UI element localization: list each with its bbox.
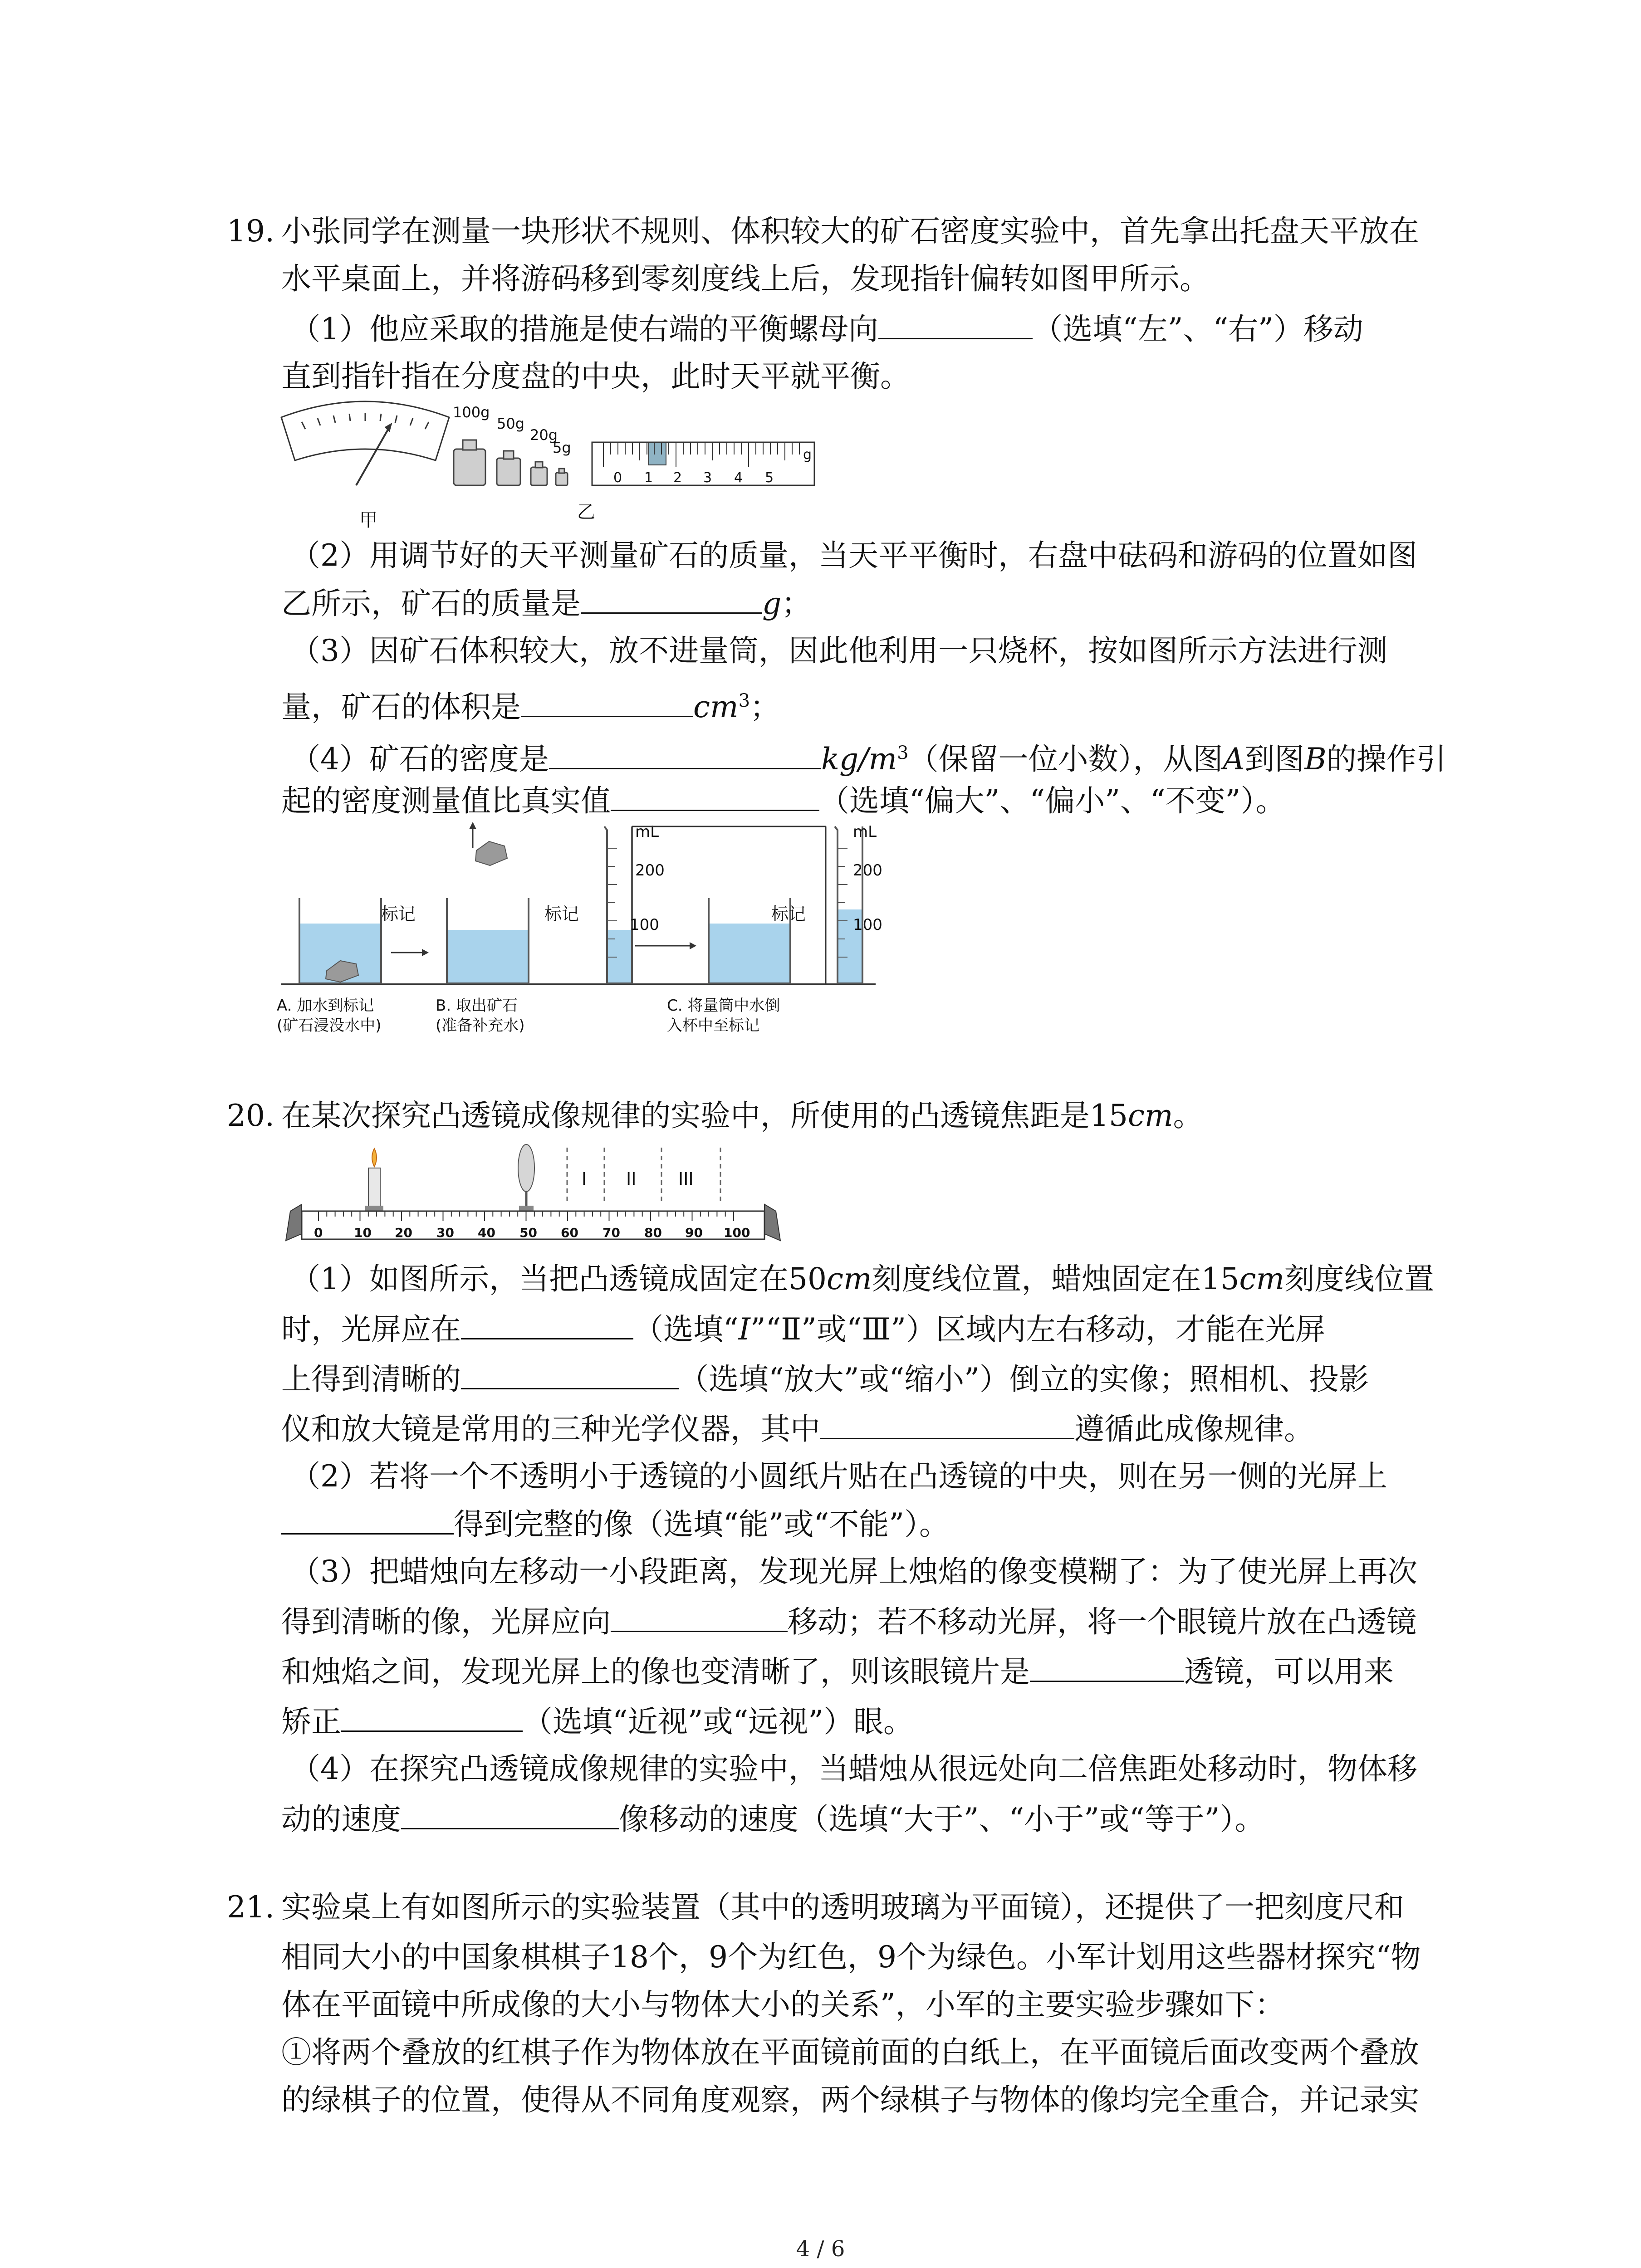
q19-answer-blank-2[interactable] [581,585,762,614]
q20-part4-text1: 动的速度 [281,1802,401,1837]
ml-label-2: mL [853,823,877,841]
beaker-procedure-figure [272,816,907,1052]
candle [365,1149,383,1211]
caption-b2: (准备补充水) [436,1017,525,1035]
optical-bench-figure [277,1143,798,1256]
q20-part1-line4 [281,1411,1314,1447]
q20-part1-unit2: cm [1239,1261,1285,1296]
q20-answer-blank-5[interactable] [611,1603,788,1632]
q20-part3-text1: 得到清晰的像，光屏应向 [281,1604,611,1639]
q20-part4-line2 [281,1801,1264,1838]
q20-number: 20. [227,1098,274,1133]
caption-c1: C. 将量筒中水倒 [667,997,780,1015]
q20-answer-blank-6[interactable] [1030,1653,1184,1682]
q19-part3-unit: cm [693,689,739,724]
q19-part1-line1 [290,311,1363,347]
q20-part1-text1: （1）如图所示，当把凸透镜成固定在50 [290,1261,827,1296]
region-ii: II [626,1169,637,1189]
q19-part2-line2 [281,585,811,622]
q19-part3-line2 [281,683,780,725]
q19-part4-text5: 起的密度测量值比真实值 [281,783,611,818]
lens [518,1144,534,1211]
beaker-a [299,898,381,983]
scale-tick-0: 0 [613,470,622,486]
q20-answer-blank-2[interactable] [461,1361,679,1389]
q19-number: 19. [227,214,274,249]
scale-unit: g [803,447,812,463]
q19-part2-line1: （2）用调节好的天平测量矿石的质量，当天平平衡时，右盘中砝码和游码的位置如图 [290,538,1417,573]
bench-tick-20: 20 [395,1225,412,1240]
q19-part2-unit: g [762,586,782,621]
bench-tick-50: 50 [519,1225,537,1240]
q19-part4-text2: （保留一位小数），从图 [908,742,1223,777]
mark-label-b: 标记 [544,904,579,924]
v100-label-1: 100 [630,916,659,934]
bench-tick-100: 100 [724,1225,750,1240]
bench-tick-10: 10 [354,1225,372,1240]
q20-part1-text9: 仪和放大镜是常用的三种光学仪器，其中 [281,1412,820,1447]
q20-part1-text7: 上得到清晰的 [281,1362,461,1397]
scale-tick-2: 2 [673,470,682,486]
q20-answer-blank-3[interactable] [820,1411,1074,1439]
q20-part4-text2: 像移动的速度（选填“大于”、“小于”或“等于”）。 [619,1802,1265,1837]
q21-number: 21. [227,1890,274,1925]
q20-part1-text5: （选填“ [633,1312,739,1347]
weight-label-50g: 50g [497,415,525,432]
q19-part1-options: （选填“左”、“右”）移动 [1033,312,1363,347]
q20-part2-line2 [281,1506,949,1543]
q21-line3: 体在平面镜中所成像的大小与物体大小的关系”，小军的主要实验步骤如下： [281,1987,1285,2022]
q20-part1-text10: 遵循此成像规律。 [1074,1412,1314,1447]
q21-line4: ①将两个叠放的红棋子作为物体放在平面镜前面的白纸上，在平面镜后面改变两个叠放 [281,2035,1419,2070]
caption-c2: 入杯中至标记 [667,1017,759,1035]
q19-answer-blank-4[interactable] [549,741,821,769]
q20-part3-text5: 矫正 [281,1704,341,1739]
q20-part1-text6: ”“Ⅱ”或“Ⅲ”）区域内左右移动，才能在光屏 [750,1312,1326,1347]
caption-b1: B. 取出矿石 [436,997,518,1015]
rider-scale-yi [592,442,814,486]
q20-part1-text8: （选填“放大”或“缩小”）倒立的实像；照相机、投影 [679,1362,1369,1397]
q20-part3-line2 [281,1603,1416,1640]
q19-part4-line2 [281,782,1285,819]
q20-part1-text3: 刻度线位置 [1284,1261,1435,1296]
cylinder-c-left [604,823,665,983]
beaker-b [447,822,529,983]
v200-label-2: 200 [853,861,882,880]
bench-tick-70: 70 [603,1225,620,1240]
q19-part4-text3: 到图 [1244,742,1305,777]
q20-part2-line1: （2）若将一个不透明小于透镜的小圆纸片贴在凸透镜的中央，则在另一侧的光屏上 [290,1459,1387,1494]
q21-line2: 相同大小的中国象棋棋子18个，9个为红色，9个为绿色。小军计划用这些器材探究“物 [281,1940,1421,1975]
scale-tick-5: 5 [765,470,774,486]
v100-label-2: 100 [853,916,882,934]
q20-part3-line1: （3）把蜡烛向左移动一小段距离，发现光屏上烛焰的像变模糊了：为了使光屏上再次 [290,1554,1417,1589]
label-jia: 甲 [359,510,377,531]
mark-label-a: 标记 [381,904,416,924]
weight-label-100g: 100g [453,404,490,421]
q20-part1-line3 [281,1361,1369,1398]
q20-line1-unit: cm [1127,1098,1173,1133]
q20-answer-blank-1[interactable] [461,1311,633,1339]
q19-part4-options: （选填“偏大”、“偏小”、“不变”）。 [819,783,1286,818]
balance-figure [272,399,839,535]
cylinder-c-right [835,823,882,983]
q21-line5: 的绿棋子的位置，使得从不同角度观察，两个绿棋子与物体的像均完全重合，并记录实 [281,2082,1419,2117]
q20-part1-line2 [281,1311,1325,1348]
q20-part2-text: 得到完整的像（选填“能”或“不能”）。 [454,1507,949,1542]
q20-part4-line1: （4）在探究凸透镜成像规律的实验中，当蜡烛从很远处向二倍焦距处移动时，物体移 [290,1751,1417,1786]
q20-answer-blank-7[interactable] [341,1703,523,1732]
q19-part3-line1: （3）因矿石体积较大，放不进量筒，因此他利用一只烧杯，按如图所示方法进行测 [290,633,1387,668]
ml-label-1: mL [635,823,659,841]
q20-answer-blank-4[interactable] [281,1506,454,1535]
bench-tick-40: 40 [478,1225,495,1240]
q19-part4-unit: kg/m [821,742,897,777]
region-i: I [582,1169,587,1189]
q19-part3-text: 量，矿石的体积是 [281,689,521,724]
q20-part3-text6: （选填“近视”或“远视”）眼。 [523,1704,913,1739]
q19-part4-fig-b: B [1304,742,1327,777]
v200-label-1: 200 [635,861,665,880]
q19-part2-end: ； [781,586,812,621]
q19-part4-line1 [290,735,1446,777]
q20-part3-text2: 移动；若不移动光屏，将一个眼镜片放在凸透镜 [788,1604,1416,1639]
weights-set [454,440,568,485]
scale-tick-3: 3 [703,470,712,486]
q20-answer-blank-8[interactable] [401,1801,619,1829]
weight-label-5g: 5g [553,439,571,456]
q20-line1 [281,1098,1203,1134]
q19-answer-blank-1[interactable] [878,311,1033,339]
q19-part1-text: （1）他应采取的措施是使右端的平衡螺母向 [290,312,878,347]
scale-dial-jia [281,401,449,485]
q20-line1-text: 在某次探究凸透镜成像规律的实验中，所使用的凸透镜焦距是15 [281,1098,1128,1133]
q19-part3-unit-exp: 3 [738,690,750,711]
q20-part3-line4 [281,1703,913,1740]
q19-part4-text: （4）矿石的密度是 [290,742,549,777]
q20-part1-line1 [290,1261,1434,1297]
q20-part1-roman-i: I [738,1312,750,1347]
caption-a2: (矿石浸没水中) [277,1017,382,1035]
scale-tick-1: 1 [644,470,653,486]
page-number: 4 / 6 [796,2236,845,2262]
q19-part1-line2: 直到指针指在分度盘的中央，此时天平就平衡。 [281,359,910,394]
q19-part3-end: ； [750,689,780,724]
q19-answer-blank-5[interactable] [611,782,819,811]
q20-part1-unit1: cm [826,1261,872,1296]
q20-part1-text2: 刻度线位置，蜡烛固定在15 [872,1261,1239,1296]
q20-line1-end: 。 [1173,1098,1203,1133]
q19-line2: 水平桌面上，并将游码移到零刻度线上后，发现指针偏转如图甲所示。 [281,261,1210,296]
region-dividers [567,1148,720,1204]
q19-answer-blank-3[interactable] [521,689,693,717]
q20-part1-text4: 时，光屏应在 [281,1312,461,1347]
q19-part2-text: 乙所示，矿石的质量是 [281,586,581,621]
weight-label-20g: 20g [530,426,558,444]
bench-tick-30: 30 [436,1225,454,1240]
q19-part4-fig-a: A [1223,742,1245,777]
caption-a1: A. 加水到标记 [277,997,374,1015]
label-yi: 乙 [577,502,595,523]
q19-part4-unit-exp: 3 [897,743,909,763]
q20-part3-text3: 和烛焰之间，发现光屏上的像也变清晰了，则该眼镜片是 [281,1654,1030,1689]
bench-tick-80: 80 [644,1225,662,1240]
region-iii: III [678,1169,694,1189]
scale-tick-4: 4 [734,470,743,486]
mark-label-c: 标记 [771,904,806,924]
bench-tick-90: 90 [685,1225,703,1240]
q19-part4-text4: 的操作引 [1326,742,1446,777]
bench-tick-0: 0 [314,1225,323,1240]
bench-tick-60: 60 [561,1225,578,1240]
q20-part3-line3 [281,1653,1394,1690]
q19-line1: 小张同学在测量一块形状不规则、体积较大的矿石密度实验中，首先拿出托盘天平放在 [281,214,1419,249]
q21-line1: 实验桌上有如图所示的实验装置（其中的透明玻璃为平面镜），还提供了一把刻度尺和 [281,1890,1404,1925]
q20-part3-text4: 透镜，可以用来 [1184,1654,1394,1689]
